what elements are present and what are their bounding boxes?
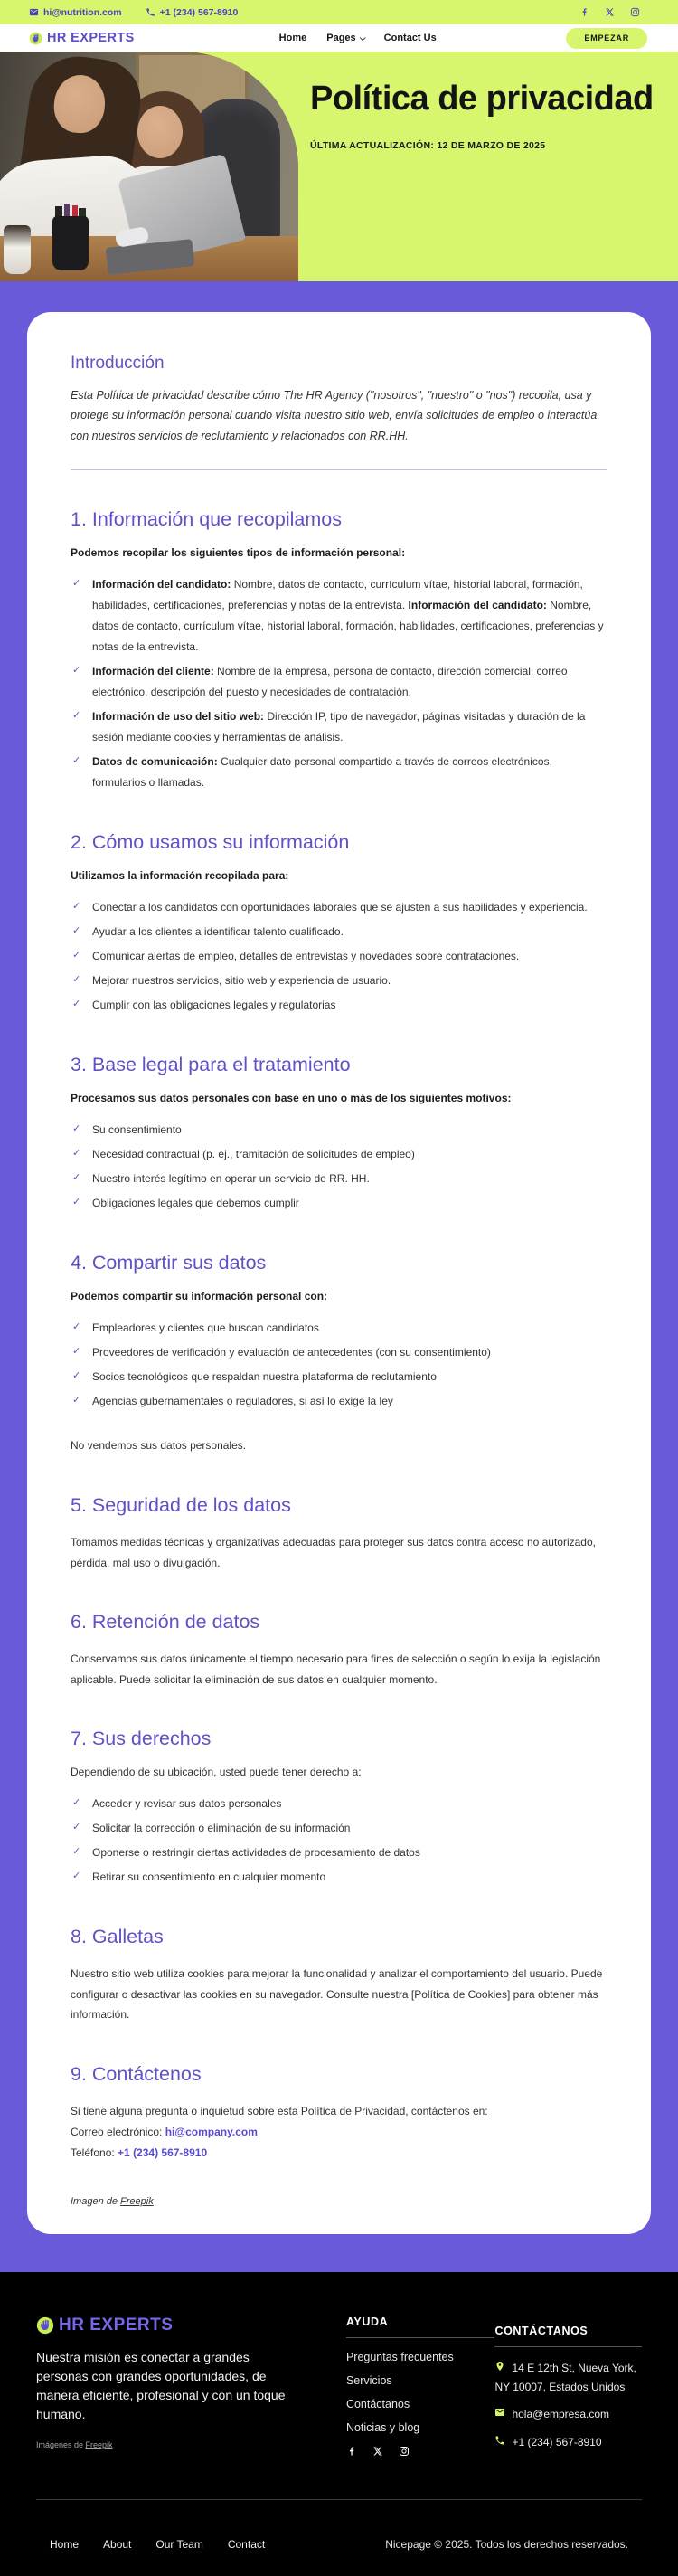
section-lead-4: Podemos compartir su información personal con: [71, 1290, 328, 1303]
check-icon: ✓ [72, 999, 81, 1010]
topbar-phone-link[interactable] [146, 7, 239, 18]
footer-image-credit: Imágenes de Freepik [36, 2440, 113, 2450]
hero-section [0, 52, 678, 281]
facebook-icon[interactable] [346, 2445, 357, 2461]
brand-logo[interactable] [29, 31, 135, 45]
list-item: ✓ Información del candidato: Nombre, datos de contacto, currículum vítae, historial laboral, formación, habilidades, certificaciones, preferencias y notas de la entrevista. Información del candidato: Nombre, datos de contacto, currículum vítae, historial laboral, formación, habilidades, certificaciones, preferencias y notas de la entrevista. [71, 574, 607, 658]
check-icon: ✓ [72, 709, 81, 721]
topbar-email-link[interactable] [29, 7, 122, 18]
footer-address: 14 E 12th St, Nueva York, [494, 2360, 642, 2377]
footer-address-line2: NY 10007, Estados Unidos [494, 2381, 626, 2394]
checklist-4 [71, 1318, 607, 1412]
list-item: ✓ Empleadores y clientes que buscan candidatos [71, 1318, 607, 1339]
check-icon: ✓ [72, 901, 81, 913]
section-paragraph-6: Conservamos sus datos únicamente el tiempo necesario para fines de selección o según lo exija la legislación aplicable. Puede solicitar la eliminación de sus datos en cualquier momento. [71, 1653, 601, 1686]
footer-brand-logo[interactable] [36, 2316, 295, 2335]
check-icon: ✓ [72, 1870, 81, 1882]
last-updated: ÚLTIMA ACTUALIZACIÓN: 12 DE MARZO DE 2025 [310, 140, 546, 152]
list-item: ✓ Agencias gubernamentales o reguladores, si así lo exige la ley [71, 1391, 607, 1412]
nav-contact-us[interactable]: Contact Us [383, 33, 437, 43]
section-paragraph-8: Nuestro sitio web utiliza cookies para mejorar la funcionalidad y analizar el comportamiento del usuario. Puede configurar o desactivar las cookies en su navegador. Consulte nuestra [Política de Cookies] para obtener más información. [71, 1967, 603, 2022]
check-icon: ✓ [72, 950, 81, 961]
hero-photo [0, 52, 298, 281]
divider [494, 2346, 642, 2347]
section-heading-8: 8. Galletas [71, 1926, 164, 1948]
footer-phone[interactable]: +1 (234) 567-8910 [494, 2434, 642, 2451]
contact-email-line: Correo electrónico: hi@company.com [71, 2126, 258, 2138]
footer-link-services[interactable]: Servicios [345, 2374, 392, 2388]
list-item: ✓ Ayudar a los clientes a identificar talento cualificado. [71, 922, 607, 942]
footer-email[interactable]: hola@empresa.com [494, 2406, 642, 2423]
section-heading-6: 6. Retención de datos [71, 1611, 260, 1634]
intro-heading: Introducción [71, 354, 165, 373]
footer-bottom-bar [36, 2538, 642, 2551]
topbar [0, 0, 678, 24]
list-item: ✓ Comunicar alertas de empleo, detalles de entrevistas y novedades sobre contrataciones. [71, 946, 607, 967]
content-card [27, 312, 651, 2234]
list-item: ✓ Socios tecnológicos que respaldan nuestra plataforma de reclutamiento [71, 1367, 607, 1387]
footer-help-column [346, 2316, 495, 2463]
check-icon: ✓ [72, 1123, 81, 1135]
main-nav [279, 33, 437, 43]
footer-link-contact[interactable]: Contáctanos [345, 2398, 410, 2411]
footer-bottom-links [50, 2538, 265, 2551]
list-item: ✓ Necesidad contractual (p. ej., tramitación de solicitudes de empleo) [71, 1144, 607, 1165]
checklist-2 [71, 897, 607, 1016]
check-icon: ✓ [72, 1395, 81, 1406]
check-icon: ✓ [72, 1197, 81, 1208]
checklist-7 [71, 1794, 607, 1888]
list-item: ✓ Información del cliente: Nombre de la empresa, persona de contacto, dirección comercial, correo electrónico, descripción del puesto y necesidades de contratación. [71, 661, 607, 703]
footer-mission: Nuestra misión es conectar a grandes personas con grandes oportunidades, de manera eficiente, profesional y con un toque humano. [36, 2350, 286, 2422]
list-item: ✓ Solicitar la corrección o eliminación de su información [71, 1818, 607, 1839]
list-item: ✓ Cumplir con las obligaciones legales y regulatorias [71, 995, 607, 1016]
check-icon: ✓ [72, 1148, 81, 1160]
list-item: ✓ Acceder y revisar sus datos personales [71, 1794, 607, 1814]
list-item: ✓ Retirar su consentimiento en cualquier momento [71, 1867, 607, 1888]
section-heading-7: 7. Sus derechos [71, 1728, 212, 1750]
checklist-1 [71, 574, 607, 793]
email-link[interactable]: hi@company.com [165, 2126, 258, 2138]
footer-bottom-about[interactable]: About [103, 2537, 132, 2551]
list-item: ✓ Datos de comunicación: Cualquier dato personal compartido a través de correos electrónicos, formularios o llamadas. [71, 752, 607, 793]
check-icon: ✓ [72, 664, 81, 676]
phone-icon [146, 7, 155, 17]
check-icon: ✓ [72, 1172, 81, 1184]
x-icon[interactable] [372, 2445, 383, 2461]
footer-link-blog[interactable]: Noticias y blog [345, 2421, 420, 2435]
check-icon: ✓ [72, 577, 81, 589]
check-icon: ✓ [72, 974, 81, 986]
check-icon: ✓ [72, 1346, 81, 1358]
list-item: ✓ Obligaciones legales que debemos cumplir [71, 1193, 607, 1214]
nav-home[interactable]: Home [278, 33, 307, 43]
divider [71, 469, 607, 470]
check-icon: ✓ [72, 1321, 81, 1333]
instagram-icon[interactable] [630, 7, 640, 17]
logo-icon [29, 32, 42, 45]
check-icon: ✓ [72, 925, 81, 937]
footer-social [346, 2445, 495, 2461]
envelope-icon [29, 7, 39, 17]
logo-icon [36, 2316, 54, 2334]
footer-bottom-our-team[interactable]: Our Team [155, 2537, 203, 2551]
section-heading-2: 2. Cómo usamos su información [71, 831, 350, 854]
footer-link-faq[interactable]: Preguntas frecuentes [345, 2351, 454, 2364]
phone-link[interactable]: +1 (234) 567-8910 [118, 2146, 208, 2160]
section-heading-5: 5. Seguridad de los datos [71, 1494, 291, 1517]
check-icon: ✓ [72, 1846, 81, 1858]
topbar-email-text: hi@nutrition.com [43, 6, 122, 18]
section-lead-1: Podemos recopilar los siguientes tipos de información personal: [71, 545, 406, 559]
list-item: ✓ Conectar a los candidatos con oportunidades laborales que se ajusten a sus habilidades y experiencia. [71, 897, 607, 918]
footer-brand-name: HR EXPERTS [59, 2316, 174, 2335]
site-header [0, 24, 678, 52]
no-sell-note: No vendemos sus datos personales. [71, 1439, 247, 1453]
topbar-phone-text: +1 (234) 567-8910 [159, 6, 239, 18]
section-heading-3: 3. Base legal para el tratamiento [71, 1054, 351, 1076]
facebook-icon[interactable] [579, 7, 589, 17]
contact-phone-line: Teléfono: +1 (234) 567-8910 [71, 2146, 208, 2160]
divider [346, 2337, 495, 2338]
section-paragraph-5: Tomamos medidas técnicas y organizativas adecuadas para proteger sus datos contra acceso no autorizado, pérdida, mal uso o divulgación. [71, 1536, 596, 1569]
main-section [0, 281, 678, 2272]
chevron-down-icon [359, 34, 365, 41]
x-icon[interactable] [605, 7, 615, 17]
section-heading-9: 9. Contáctenos [71, 2062, 202, 2085]
check-icon: ✓ [72, 1370, 81, 1382]
list-item: ✓ Mejorar nuestros servicios, sitio web y experiencia de usuario. [71, 971, 607, 991]
freepik-link[interactable]: Freepik [120, 2196, 154, 2208]
list-item: ✓ Su consentimiento [71, 1120, 607, 1141]
instagram-icon[interactable] [399, 2445, 410, 2461]
footer [0, 2272, 678, 2576]
envelope-icon [494, 2407, 505, 2418]
check-icon: ✓ [72, 1822, 81, 1833]
page-title: Política de privacidad [310, 80, 654, 118]
phone-icon [494, 2435, 505, 2446]
nav-pages[interactable]: Pages [326, 33, 363, 43]
section-lead-3: Procesamos sus datos personales con base en uno o más de los siguientes motivos: [71, 1092, 512, 1105]
section-lead-2: Utilizamos la información recopilada para: [71, 869, 289, 883]
list-item: ✓ Nuestro interés legítimo en operar un servicio de RR. HH. [71, 1169, 607, 1189]
list-item: ✓ Oponerse o restringir ciertas actividades de procesamiento de datos [71, 1842, 607, 1863]
footer-brand-column [36, 2316, 295, 2463]
section-lead-7: Dependiendo de su ubicación, usted puede tener derecho a: [71, 1766, 362, 1779]
footer-help-title: AYUDA [345, 2316, 389, 2329]
footer-contact-column [494, 2325, 642, 2463]
footer-bottom-contact[interactable]: Contact [227, 2537, 266, 2551]
freepik-link[interactable]: Freepik [85, 2440, 113, 2450]
section-heading-1: 1. Información que recopilamos [71, 507, 342, 530]
image-credit: Imagen de Freepik [71, 2196, 154, 2208]
topbar-social [579, 7, 640, 17]
divider [36, 2499, 642, 2500]
intro-paragraph: Esta Política de privacidad describe cómo The HR Agency ("nosotros", "nuestro" o "nos") recopila, usa y protege su información personal cuando visita nuestro sitio web, envía solicitudes de empleo o interactúa con nuestros servicios de reclutamiento y relacionados con RR.HH. [71, 389, 598, 442]
list-item: ✓ Proveedores de verificación y evaluación de antecedentes (con su consentimiento) [71, 1342, 607, 1363]
checklist-3 [71, 1120, 607, 1214]
check-icon: ✓ [72, 1797, 81, 1809]
footer-contact-title: CONTÁCTANOS [494, 2325, 589, 2338]
list-item: ✓ Información de uso del sitio web: Dirección IP, tipo de navegador, páginas visitadas y duración de la sesión mediante cookies y herramientas de análisis. [71, 706, 607, 748]
topbar-contacts [29, 7, 579, 18]
footer-bottom-home[interactable]: Home [50, 2537, 80, 2551]
check-icon: ✓ [72, 755, 81, 766]
section-heading-4: 4. Compartir sus datos [71, 1252, 267, 1274]
copyright: Nicepage © 2025. Todos los derechos reservados. [385, 2537, 628, 2551]
location-pin-icon [494, 2361, 505, 2372]
brand-name: HR EXPERTS [47, 31, 135, 45]
contact-lead: Si tiene alguna pregunta o inquietud sobre esta Política de Privacidad, contáctenos en: [71, 2104, 488, 2117]
empezar-button[interactable]: EMPEZAR [566, 28, 647, 49]
